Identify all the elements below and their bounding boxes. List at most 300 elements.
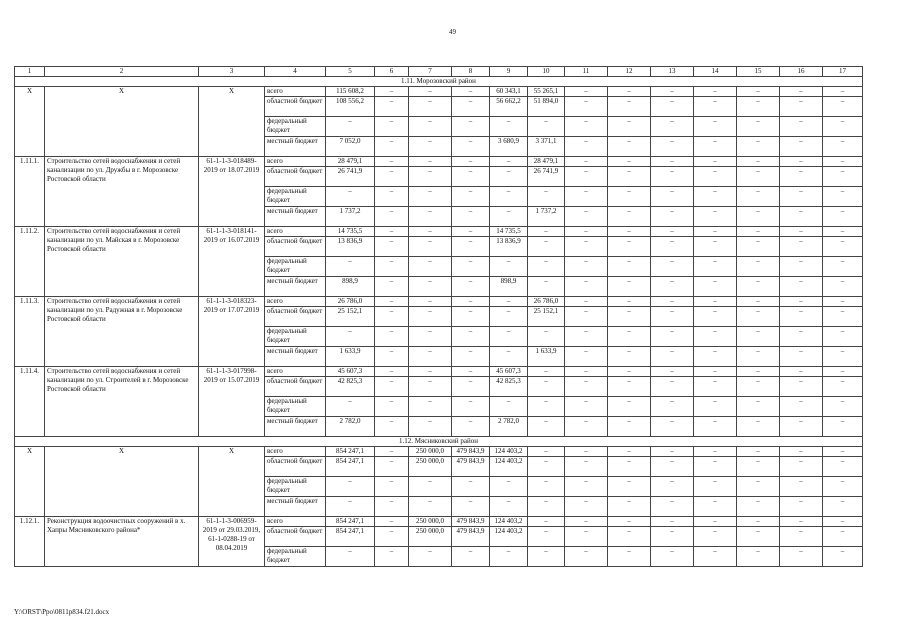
- value-cell: –: [326, 477, 375, 497]
- value-cell: –: [452, 137, 490, 157]
- budget-type: областной бюджет: [265, 307, 326, 327]
- value-cell: 42 825,3: [326, 377, 375, 397]
- value-cell: –: [608, 527, 651, 547]
- value-cell: –: [780, 237, 823, 257]
- column-number: 9: [490, 67, 528, 77]
- value-cell: –: [780, 497, 823, 517]
- value-cell: –: [565, 97, 608, 117]
- budget-type: всего: [265, 297, 326, 307]
- value-cell: –: [694, 297, 737, 307]
- budget-type: областной бюджет: [265, 97, 326, 117]
- value-cell: –: [326, 497, 375, 517]
- value-cell: –: [737, 327, 780, 347]
- value-cell: –: [823, 227, 863, 237]
- value-cell: 115 608,2: [326, 87, 375, 97]
- budget-type: местный бюджет: [265, 137, 326, 157]
- item-number: 1.11.3.: [15, 297, 45, 367]
- budget-type: федеральный бюджет: [265, 397, 326, 417]
- value-cell: –: [694, 347, 737, 367]
- value-cell: –: [608, 397, 651, 417]
- column-number: 13: [651, 67, 694, 77]
- value-cell: –: [608, 497, 651, 517]
- value-cell: –: [375, 457, 409, 477]
- value-cell: –: [409, 297, 452, 307]
- value-cell: –: [651, 417, 694, 437]
- value-cell: –: [490, 347, 528, 367]
- value-cell: –: [694, 547, 737, 567]
- value-cell: –: [823, 307, 863, 327]
- value-cell: –: [409, 87, 452, 97]
- value-cell: 26 786,0: [326, 297, 375, 307]
- value-cell: –: [608, 87, 651, 97]
- value-cell: –: [737, 87, 780, 97]
- value-cell: –: [409, 187, 452, 207]
- value-cell: –: [780, 547, 823, 567]
- value-cell: –: [409, 367, 452, 377]
- value-cell: 2 782,0: [490, 417, 528, 437]
- value-cell: 479 843,9: [452, 527, 490, 547]
- value-cell: 45 607,3: [490, 367, 528, 377]
- value-cell: –: [694, 117, 737, 137]
- column-number-row: [15, 67, 863, 77]
- value-cell: 854 247,1: [326, 527, 375, 547]
- value-cell: –: [565, 327, 608, 347]
- value-cell: –: [651, 157, 694, 167]
- value-cell: 479 843,9: [452, 457, 490, 477]
- value-cell: –: [565, 237, 608, 257]
- value-cell: –: [490, 207, 528, 227]
- value-cell: –: [452, 187, 490, 207]
- value-cell: –: [409, 117, 452, 137]
- value-cell: –: [565, 547, 608, 567]
- value-cell: –: [780, 167, 823, 187]
- value-cell: –: [375, 477, 409, 497]
- value-cell: –: [737, 527, 780, 547]
- value-cell: –: [823, 187, 863, 207]
- budget-type: всего: [265, 87, 326, 97]
- value-cell: –: [694, 257, 737, 277]
- value-cell: –: [737, 157, 780, 167]
- value-cell: 26 786,0: [528, 297, 565, 307]
- item-name: Строительство сетей водоснабжения и сетей канализации по ул. Майская в г. Морозовске Ростовской области: [45, 227, 199, 297]
- value-cell: –: [608, 307, 651, 327]
- value-cell: 1 737,2: [326, 207, 375, 227]
- value-cell: –: [375, 137, 409, 157]
- value-cell: –: [452, 497, 490, 517]
- value-cell: –: [375, 497, 409, 517]
- value-cell: –: [452, 327, 490, 347]
- value-cell: –: [375, 527, 409, 547]
- value-cell: –: [823, 347, 863, 367]
- item-name: Строительство сетей водоснабжения и сетей канализации по ул. Строителей в г. Морозовске Ростовской области: [45, 367, 199, 437]
- value-cell: –: [823, 157, 863, 167]
- item-number: Х: [15, 447, 45, 517]
- value-cell: –: [651, 547, 694, 567]
- value-cell: –: [375, 327, 409, 347]
- value-cell: –: [375, 367, 409, 377]
- value-cell: –: [375, 447, 409, 457]
- value-cell: –: [452, 237, 490, 257]
- value-cell: –: [326, 397, 375, 417]
- budget-type: областной бюджет: [265, 377, 326, 397]
- value-cell: –: [409, 277, 452, 297]
- value-cell: –: [651, 277, 694, 297]
- value-cell: –: [737, 367, 780, 377]
- value-cell: –: [528, 447, 565, 457]
- value-cell: 898,9: [326, 277, 375, 297]
- value-cell: –: [565, 417, 608, 437]
- budget-type: местный бюджет: [265, 347, 326, 367]
- value-cell: –: [565, 347, 608, 367]
- value-cell: –: [565, 447, 608, 457]
- table-row: [15, 517, 863, 527]
- value-cell: –: [490, 497, 528, 517]
- value-cell: –: [409, 207, 452, 227]
- value-cell: –: [737, 187, 780, 207]
- value-cell: –: [780, 157, 823, 167]
- value-cell: –: [608, 167, 651, 187]
- column-number: 3: [199, 67, 265, 77]
- item-number: Х: [15, 87, 45, 157]
- value-cell: –: [823, 447, 863, 457]
- value-cell: –: [565, 297, 608, 307]
- value-cell: 3 680,9: [490, 137, 528, 157]
- file-path-footer: Y:\ORST\Ppo\0811p834.f21.docx: [14, 608, 110, 616]
- value-cell: –: [608, 137, 651, 157]
- value-cell: –: [528, 457, 565, 477]
- value-cell: –: [409, 377, 452, 397]
- value-cell: 854 247,1: [326, 457, 375, 477]
- value-cell: –: [780, 517, 823, 527]
- value-cell: –: [528, 527, 565, 547]
- value-cell: –: [528, 117, 565, 137]
- value-cell: –: [737, 497, 780, 517]
- value-cell: –: [694, 497, 737, 517]
- value-cell: –: [375, 307, 409, 327]
- value-cell: –: [651, 367, 694, 377]
- value-cell: –: [694, 87, 737, 97]
- value-cell: –: [737, 397, 780, 417]
- value-cell: –: [565, 377, 608, 397]
- value-cell: –: [452, 257, 490, 277]
- value-cell: –: [737, 457, 780, 477]
- column-number: 5: [326, 67, 375, 77]
- budget-type: федеральный бюджет: [265, 327, 326, 347]
- value-cell: –: [608, 277, 651, 297]
- value-cell: –: [452, 227, 490, 237]
- value-cell: 2 782,0: [326, 417, 375, 437]
- value-cell: –: [608, 447, 651, 457]
- item-number: 1.11.1.: [15, 157, 45, 227]
- budget-type: федеральный бюджет: [265, 117, 326, 137]
- value-cell: –: [780, 397, 823, 417]
- column-number: 7: [409, 67, 452, 77]
- value-cell: –: [608, 117, 651, 137]
- registration-code: Х: [199, 87, 265, 157]
- value-cell: –: [452, 377, 490, 397]
- value-cell: –: [452, 97, 490, 117]
- value-cell: –: [375, 237, 409, 257]
- budget-type: местный бюджет: [265, 207, 326, 227]
- value-cell: –: [528, 477, 565, 497]
- value-cell: –: [409, 257, 452, 277]
- value-cell: –: [823, 417, 863, 437]
- value-cell: –: [528, 547, 565, 567]
- value-cell: –: [694, 397, 737, 417]
- value-cell: –: [608, 207, 651, 227]
- value-cell: –: [608, 457, 651, 477]
- value-cell: 854 247,1: [326, 517, 375, 527]
- value-cell: 26 741,9: [326, 167, 375, 187]
- value-cell: –: [651, 227, 694, 237]
- budget-type: федеральный бюджет: [265, 547, 326, 567]
- value-cell: –: [452, 167, 490, 187]
- column-number: 14: [694, 67, 737, 77]
- value-cell: –: [565, 477, 608, 497]
- value-cell: –: [565, 397, 608, 417]
- value-cell: –: [375, 117, 409, 137]
- value-cell: –: [823, 117, 863, 137]
- item-name: Реконструкция водоочистных сооружений в х. Хапры Мясниковского района*: [45, 517, 199, 567]
- budget-type: местный бюджет: [265, 497, 326, 517]
- value-cell: –: [694, 447, 737, 457]
- value-cell: –: [651, 207, 694, 227]
- value-cell: –: [565, 367, 608, 377]
- value-cell: –: [608, 97, 651, 117]
- value-cell: –: [452, 277, 490, 297]
- column-number: 10: [528, 67, 565, 77]
- value-cell: –: [409, 327, 452, 347]
- value-cell: –: [528, 257, 565, 277]
- value-cell: –: [608, 297, 651, 307]
- value-cell: –: [651, 307, 694, 327]
- value-cell: –: [409, 397, 452, 417]
- value-cell: –: [737, 547, 780, 567]
- value-cell: –: [694, 477, 737, 497]
- value-cell: –: [608, 237, 651, 257]
- value-cell: –: [375, 277, 409, 297]
- value-cell: –: [326, 187, 375, 207]
- value-cell: –: [452, 417, 490, 437]
- column-number: 4: [265, 67, 326, 77]
- value-cell: 854 247,1: [326, 447, 375, 457]
- value-cell: –: [780, 117, 823, 137]
- value-cell: –: [375, 377, 409, 397]
- value-cell: 250 000,0: [409, 517, 452, 527]
- value-cell: –: [651, 397, 694, 417]
- value-cell: –: [651, 447, 694, 457]
- value-cell: –: [490, 297, 528, 307]
- value-cell: –: [651, 327, 694, 347]
- budget-type: местный бюджет: [265, 277, 326, 297]
- section-title-row: [15, 77, 863, 87]
- value-cell: –: [694, 227, 737, 237]
- value-cell: –: [409, 237, 452, 257]
- value-cell: –: [651, 87, 694, 97]
- item-number: 1.11.4.: [15, 367, 45, 437]
- value-cell: –: [823, 517, 863, 527]
- value-cell: –: [375, 87, 409, 97]
- value-cell: –: [490, 187, 528, 207]
- value-cell: –: [375, 207, 409, 227]
- value-cell: –: [737, 137, 780, 157]
- value-cell: 42 825,3: [490, 377, 528, 397]
- value-cell: –: [452, 547, 490, 567]
- value-cell: –: [409, 167, 452, 187]
- value-cell: –: [452, 477, 490, 497]
- value-cell: –: [737, 477, 780, 497]
- value-cell: –: [452, 157, 490, 167]
- value-cell: –: [409, 477, 452, 497]
- value-cell: –: [780, 87, 823, 97]
- value-cell: –: [490, 547, 528, 567]
- value-cell: –: [375, 547, 409, 567]
- value-cell: –: [780, 447, 823, 457]
- value-cell: –: [565, 187, 608, 207]
- value-cell: –: [780, 187, 823, 207]
- value-cell: –: [780, 377, 823, 397]
- value-cell: –: [651, 257, 694, 277]
- value-cell: –: [780, 297, 823, 307]
- value-cell: 7 052,0: [326, 137, 375, 157]
- value-cell: –: [528, 497, 565, 517]
- value-cell: 28 479,1: [528, 157, 565, 167]
- item-name: Строительство сетей водоснабжения и сетей канализации по ул. Дружбы в г. Морозовске Ростовской области: [45, 157, 199, 227]
- value-cell: –: [608, 367, 651, 377]
- value-cell: –: [651, 377, 694, 397]
- value-cell: –: [780, 477, 823, 497]
- value-cell: –: [608, 347, 651, 367]
- value-cell: –: [452, 307, 490, 327]
- column-number: 16: [780, 67, 823, 77]
- budget-type: всего: [265, 227, 326, 237]
- value-cell: –: [694, 377, 737, 397]
- value-cell: –: [565, 87, 608, 97]
- value-cell: 250 000,0: [409, 457, 452, 477]
- value-cell: –: [780, 257, 823, 277]
- value-cell: –: [694, 417, 737, 437]
- budget-type: областной бюджет: [265, 167, 326, 187]
- value-cell: –: [490, 397, 528, 417]
- budget-type: всего: [265, 157, 326, 167]
- value-cell: –: [452, 347, 490, 367]
- value-cell: –: [694, 277, 737, 297]
- value-cell: –: [780, 97, 823, 117]
- value-cell: –: [737, 117, 780, 137]
- value-cell: –: [375, 187, 409, 207]
- value-cell: –: [565, 527, 608, 547]
- value-cell: 51 894,0: [528, 97, 565, 117]
- value-cell: 250 000,0: [409, 527, 452, 547]
- value-cell: –: [780, 227, 823, 237]
- column-number: 12: [608, 67, 651, 77]
- value-cell: –: [780, 417, 823, 437]
- value-cell: 479 843,9: [452, 517, 490, 527]
- section-title: 1.11. Морозовский район: [15, 77, 863, 87]
- value-cell: –: [490, 307, 528, 327]
- value-cell: –: [490, 257, 528, 277]
- value-cell: –: [823, 477, 863, 497]
- value-cell: –: [565, 137, 608, 157]
- financing-table: [14, 66, 863, 567]
- value-cell: –: [694, 187, 737, 207]
- value-cell: –: [452, 367, 490, 377]
- value-cell: –: [409, 547, 452, 567]
- value-cell: –: [737, 377, 780, 397]
- value-cell: –: [737, 167, 780, 187]
- value-cell: –: [780, 327, 823, 347]
- value-cell: –: [490, 157, 528, 167]
- value-cell: 124 403,2: [490, 517, 528, 527]
- section-title: 1.12. Мясниковский район: [15, 437, 863, 447]
- registration-code: Х: [199, 447, 265, 517]
- value-cell: –: [528, 277, 565, 297]
- value-cell: –: [452, 397, 490, 417]
- value-cell: 1 737,2: [528, 207, 565, 227]
- item-name: Х: [45, 447, 199, 517]
- value-cell: –: [452, 117, 490, 137]
- value-cell: –: [780, 307, 823, 327]
- value-cell: –: [823, 377, 863, 397]
- value-cell: –: [490, 327, 528, 347]
- value-cell: –: [528, 237, 565, 257]
- table-row: [15, 367, 863, 377]
- value-cell: –: [823, 527, 863, 547]
- value-cell: 14 735,5: [326, 227, 375, 237]
- value-cell: 26 741,9: [528, 167, 565, 187]
- value-cell: –: [528, 517, 565, 527]
- value-cell: –: [823, 457, 863, 477]
- value-cell: –: [326, 327, 375, 347]
- value-cell: 1 633,9: [528, 347, 565, 367]
- value-cell: –: [490, 117, 528, 137]
- value-cell: –: [651, 237, 694, 257]
- value-cell: –: [651, 457, 694, 477]
- value-cell: –: [651, 167, 694, 187]
- value-cell: –: [737, 207, 780, 227]
- value-cell: –: [326, 117, 375, 137]
- value-cell: –: [694, 207, 737, 227]
- value-cell: –: [823, 397, 863, 417]
- value-cell: –: [780, 527, 823, 547]
- value-cell: –: [651, 497, 694, 517]
- budget-type: областной бюджет: [265, 527, 326, 547]
- registration-code: 61-1-1-3-018141-2019 от 16.07.2019: [199, 227, 265, 297]
- value-cell: –: [651, 527, 694, 547]
- value-cell: –: [565, 157, 608, 167]
- budget-type: всего: [265, 367, 326, 377]
- value-cell: 124 403,2: [490, 527, 528, 547]
- value-cell: –: [737, 347, 780, 367]
- column-number: 17: [823, 67, 863, 77]
- value-cell: 108 556,2: [326, 97, 375, 117]
- table-row: [15, 157, 863, 167]
- table-row: [15, 227, 863, 237]
- value-cell: 28 479,1: [326, 157, 375, 167]
- value-cell: –: [409, 97, 452, 117]
- value-cell: –: [565, 277, 608, 297]
- value-cell: –: [608, 257, 651, 277]
- value-cell: –: [375, 227, 409, 237]
- value-cell: –: [409, 157, 452, 167]
- budget-type: федеральный бюджет: [265, 257, 326, 277]
- value-cell: –: [694, 237, 737, 257]
- value-cell: –: [565, 517, 608, 527]
- column-number: 11: [565, 67, 608, 77]
- value-cell: –: [823, 97, 863, 117]
- budget-type: местный бюджет: [265, 417, 326, 437]
- section-title-row: [15, 437, 863, 447]
